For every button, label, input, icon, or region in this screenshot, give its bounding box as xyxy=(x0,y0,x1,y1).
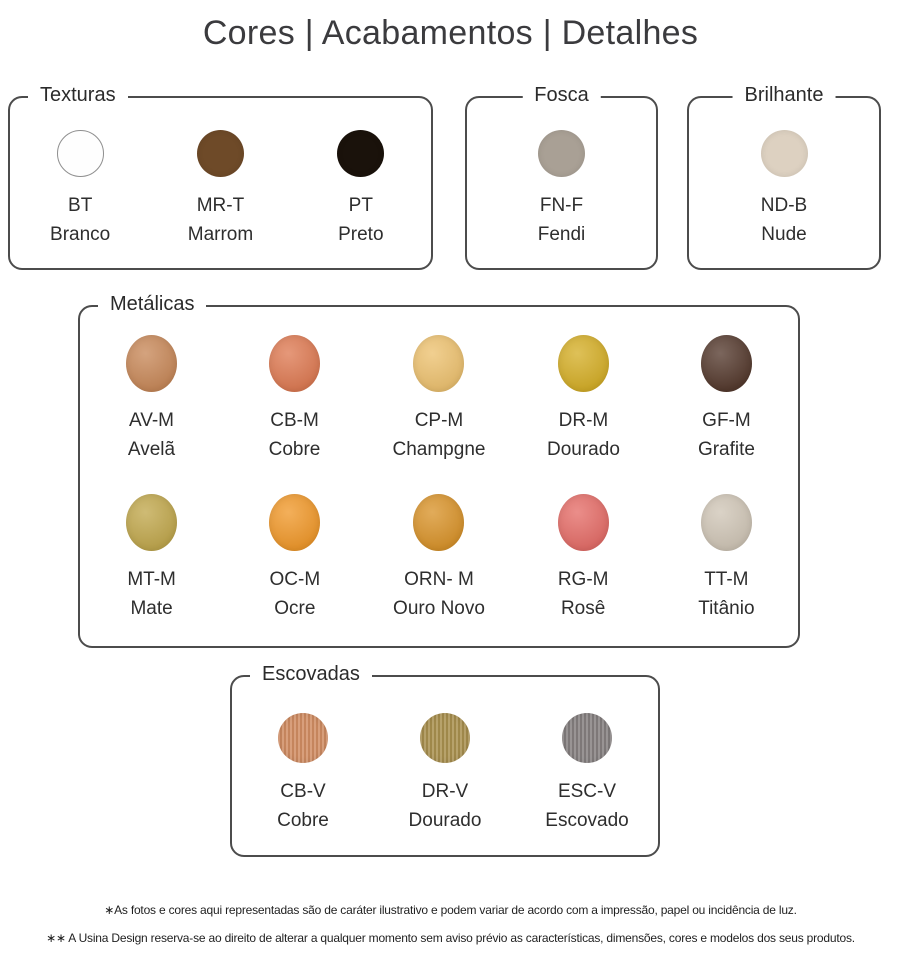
page-title: Cores | Acabamentos | Detalhes xyxy=(202,14,699,52)
color-dot-gfm xyxy=(701,335,752,392)
color-dot-ornm xyxy=(413,494,464,551)
group-label-brilhante: Brilhante xyxy=(733,84,836,107)
swatch-code: TT-M xyxy=(704,569,749,590)
color-dot-pt xyxy=(337,130,384,177)
swatch-code: ESC-V xyxy=(557,781,617,802)
group-label-metalicas: Metálicas xyxy=(98,293,206,316)
swatch-name: Cobre xyxy=(277,810,329,831)
swatch-drv-dourado xyxy=(400,713,490,835)
color-dot-drv xyxy=(420,713,470,763)
swatch-name: Rosê xyxy=(560,598,606,619)
swatch-name: Preto xyxy=(338,224,384,245)
swatch-name: Dourado xyxy=(408,810,482,831)
swatch-name: Mate xyxy=(130,598,173,619)
group-escovadas xyxy=(230,663,660,857)
swatch-code: ORN- M xyxy=(404,569,474,590)
color-dot-escv xyxy=(562,713,612,763)
swatch-code: OC-M xyxy=(269,569,321,590)
color-dot-cpm xyxy=(413,335,464,392)
swatch-mrt-marrom xyxy=(175,130,265,249)
color-dot-rgm xyxy=(558,494,609,551)
group-texturas xyxy=(8,84,433,270)
group-fosca xyxy=(465,84,658,270)
swatch-ttm-titanio xyxy=(681,494,771,623)
group-label-fosca: Fosca xyxy=(522,84,600,107)
swatch-gfm-grafite xyxy=(681,335,771,464)
swatch-ocm-ocre xyxy=(250,494,340,623)
swatch-name: Escovado xyxy=(545,810,629,831)
swatch-code: AV-M xyxy=(128,410,175,431)
swatch-code: GF-M xyxy=(702,410,751,431)
footnote-1: ∗As fotos e cores aqui representadas são de caráter ilustrativo e podem variar de acordo com a impressão, papel ou incidência de luz. xyxy=(104,903,797,917)
swatch-code: ND-B xyxy=(760,195,808,216)
color-dot-ndb xyxy=(761,130,808,177)
swatch-name: Champgne xyxy=(392,439,486,460)
color-dot-drm xyxy=(558,335,609,392)
color-dot-mtm xyxy=(126,494,177,551)
swatch-avm-avela xyxy=(107,335,197,464)
swatch-ndb-nude xyxy=(739,130,829,249)
swatch-ornm-ouro-novo xyxy=(393,494,485,623)
swatch-code: CB-M xyxy=(270,410,319,431)
swatch-row xyxy=(10,130,431,249)
swatch-cbv-cobre xyxy=(258,713,348,835)
swatch-drm-dourado xyxy=(538,335,628,464)
color-dot-ttm xyxy=(701,494,752,551)
group-label-escovadas: Escovadas xyxy=(250,663,372,686)
swatch-code: PT xyxy=(348,195,373,216)
swatch-escv-escovado xyxy=(542,713,632,835)
swatch-row xyxy=(232,713,658,835)
swatch-name: Avelã xyxy=(127,439,176,460)
swatch-bt-branco xyxy=(35,130,125,249)
swatch-row xyxy=(80,335,798,464)
swatch-rgm-rose xyxy=(538,494,628,623)
swatch-code: FN-F xyxy=(539,195,584,216)
swatch-name: Titânio xyxy=(698,598,755,619)
color-dot-mrt xyxy=(197,130,244,177)
swatch-fnf-fendi xyxy=(517,130,607,249)
swatch-name: Grafite xyxy=(697,439,755,460)
swatch-code: CP-M xyxy=(414,410,464,431)
swatch-mtm-mate xyxy=(107,494,197,623)
swatch-code: CB-V xyxy=(280,781,326,802)
color-dot-cbm xyxy=(269,335,320,392)
swatch-cbm-cobre xyxy=(250,335,340,464)
swatch-code: MT-M xyxy=(127,569,176,590)
swatch-code: DR-M xyxy=(558,410,609,431)
swatch-name: Branco xyxy=(50,224,111,245)
swatch-row xyxy=(689,130,879,249)
swatch-code: DR-V xyxy=(421,781,469,802)
color-dot-ocm xyxy=(269,494,320,551)
swatch-name: Ocre xyxy=(274,598,316,619)
color-dot-bt xyxy=(57,130,104,177)
swatch-code: BT xyxy=(68,195,93,216)
swatch-row xyxy=(80,494,798,623)
footnote-2: ∗∗ A Usina Design reserva-se ao direito de alterar a qualquer momento sem aviso prévio as características, dimensões, cores e modelos dos seus produtos. xyxy=(46,931,855,945)
group-label-texturas: Texturas xyxy=(28,84,128,107)
swatch-code: MR-T xyxy=(196,195,245,216)
swatch-name: Dourado xyxy=(547,439,620,460)
swatch-name: Marrom xyxy=(187,224,254,245)
swatch-name: Cobre xyxy=(268,439,321,460)
swatch-name: Ouro Novo xyxy=(393,598,485,619)
swatch-cpm-champgne xyxy=(393,335,486,464)
swatch-pt-preto xyxy=(316,130,406,249)
color-dot-avm xyxy=(126,335,177,392)
swatch-code: RG-M xyxy=(557,569,609,590)
group-brilhante xyxy=(687,84,881,270)
footnotes xyxy=(0,903,901,946)
color-dot-fnf xyxy=(538,130,585,177)
swatch-name: Fendi xyxy=(537,224,586,245)
swatch-name: Nude xyxy=(761,224,807,245)
color-dot-cbv xyxy=(278,713,328,763)
swatch-row xyxy=(467,130,656,249)
group-metalicas xyxy=(78,293,800,648)
